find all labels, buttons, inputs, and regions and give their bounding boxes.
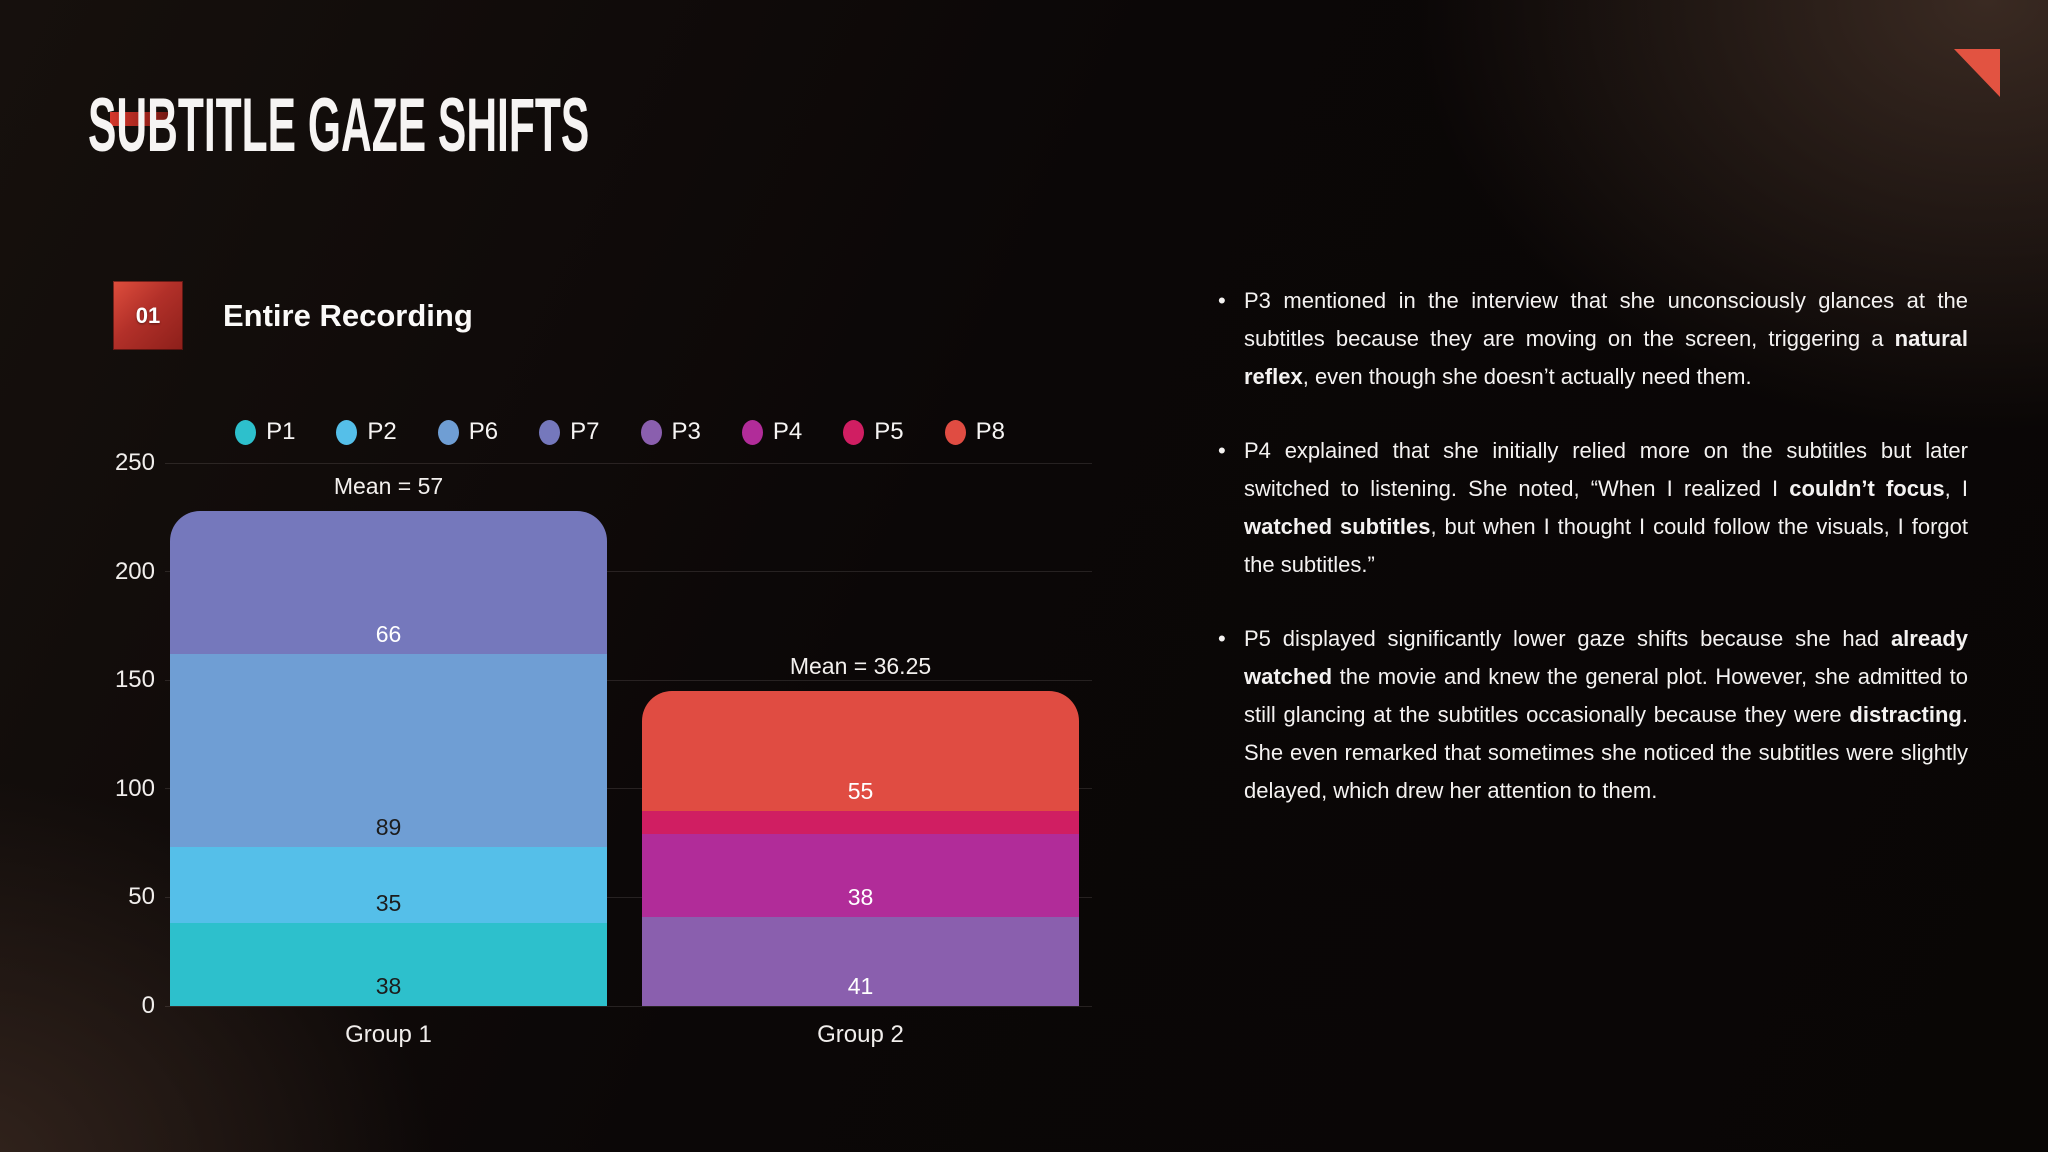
mean-label: Mean = 36.25 xyxy=(789,653,932,680)
legend-item-p8 xyxy=(945,418,1005,446)
legend-item-p4 xyxy=(742,418,802,446)
legend-label: P7 xyxy=(570,418,600,445)
bar-value-label-p8: 55 xyxy=(847,777,874,804)
legend-label: P2 xyxy=(367,418,397,445)
legend-label: P3 xyxy=(671,418,701,445)
legend-dot-icon xyxy=(539,420,560,445)
legend-label: P5 xyxy=(874,418,904,445)
y-axis-tick-label: 150 xyxy=(114,666,155,694)
legend-item-p1 xyxy=(235,418,295,446)
legend-label: P8 xyxy=(975,418,1005,445)
legend-item-p7 xyxy=(539,418,599,446)
bar-segment-p5 xyxy=(642,810,1079,834)
y-axis-tick-label: 0 xyxy=(141,992,155,1019)
section-title: Entire Recording xyxy=(223,298,473,333)
section-number: 01 xyxy=(135,302,161,328)
bullet-text: P5 displayed significantly lower gaze shifts because she had already watched the movie and knew the general plot. However, she admitted to still glancing at the subtitles occasionally because they were distracting. She even remarked that sometimes she noticed the subtitles were slightly delayed, which drew her attention to them. xyxy=(1244,626,1968,803)
legend-dot-icon xyxy=(843,420,864,445)
bar-group-2 xyxy=(642,691,1079,1006)
bullet-marker: • xyxy=(1218,438,1226,463)
legend-dot-icon xyxy=(641,420,662,445)
notes-panel xyxy=(1218,282,1968,846)
gridline-y250 xyxy=(165,463,1092,464)
bullet-item xyxy=(1218,282,1968,396)
bullet-marker: • xyxy=(1218,626,1226,651)
legend-label: P4 xyxy=(772,418,803,445)
page-title: SUBTITLE GAZE SHIFTS xyxy=(88,83,590,168)
legend-dot-icon xyxy=(742,420,763,445)
legend-item-p5 xyxy=(843,418,903,446)
y-axis-tick-label: 200 xyxy=(114,557,155,585)
bullet-text: P3 mentioned in the interview that she unconsciously glances at the subtitles because they are moving on the screen, triggering a natural reflex, even though she doesn’t actually need them. xyxy=(1244,288,1968,389)
y-axis-tick-label: 250 xyxy=(114,449,155,476)
bullet-item xyxy=(1218,432,1968,584)
bullet-item xyxy=(1218,620,1968,810)
legend-item-p2 xyxy=(336,418,396,446)
x-axis-label: Group 2 xyxy=(817,1021,904,1048)
mean-label: Mean = 57 xyxy=(333,472,444,499)
legend-dot-icon xyxy=(336,420,357,445)
legend-dot-icon xyxy=(438,420,459,445)
legend-item-p6 xyxy=(438,418,498,446)
y-axis-tick-label: 50 xyxy=(128,883,155,911)
bar-value-label-p7: 66 xyxy=(375,621,402,648)
bar-value-label-p6: 89 xyxy=(375,814,402,841)
legend-dot-icon xyxy=(235,420,256,445)
bar-value-label-p4: 38 xyxy=(847,883,874,910)
legend-label: P1 xyxy=(266,418,296,445)
bullet-marker: • xyxy=(1218,288,1226,313)
bar-value-label-p1: 38 xyxy=(375,972,402,999)
bar-group-1 xyxy=(170,511,607,1006)
legend-dot-icon xyxy=(945,420,966,445)
legend-label: P6 xyxy=(468,418,499,445)
chart-legend xyxy=(148,417,1092,447)
bar-value-label-p2: 35 xyxy=(375,890,402,917)
bar-value-label-p3: 41 xyxy=(847,972,874,999)
bullet-text: P4 explained that she initially relied more on the subtitles but later switched to listening. She noted, “When I realized I couldn’t focus, I watched subtitles, but when I thought I could follow the visuals, I forgot the subtitles.” xyxy=(1244,438,1968,577)
legend-item-p3 xyxy=(641,418,701,446)
x-axis-label: Group 1 xyxy=(345,1021,432,1048)
y-axis-tick-label: 100 xyxy=(114,774,155,802)
